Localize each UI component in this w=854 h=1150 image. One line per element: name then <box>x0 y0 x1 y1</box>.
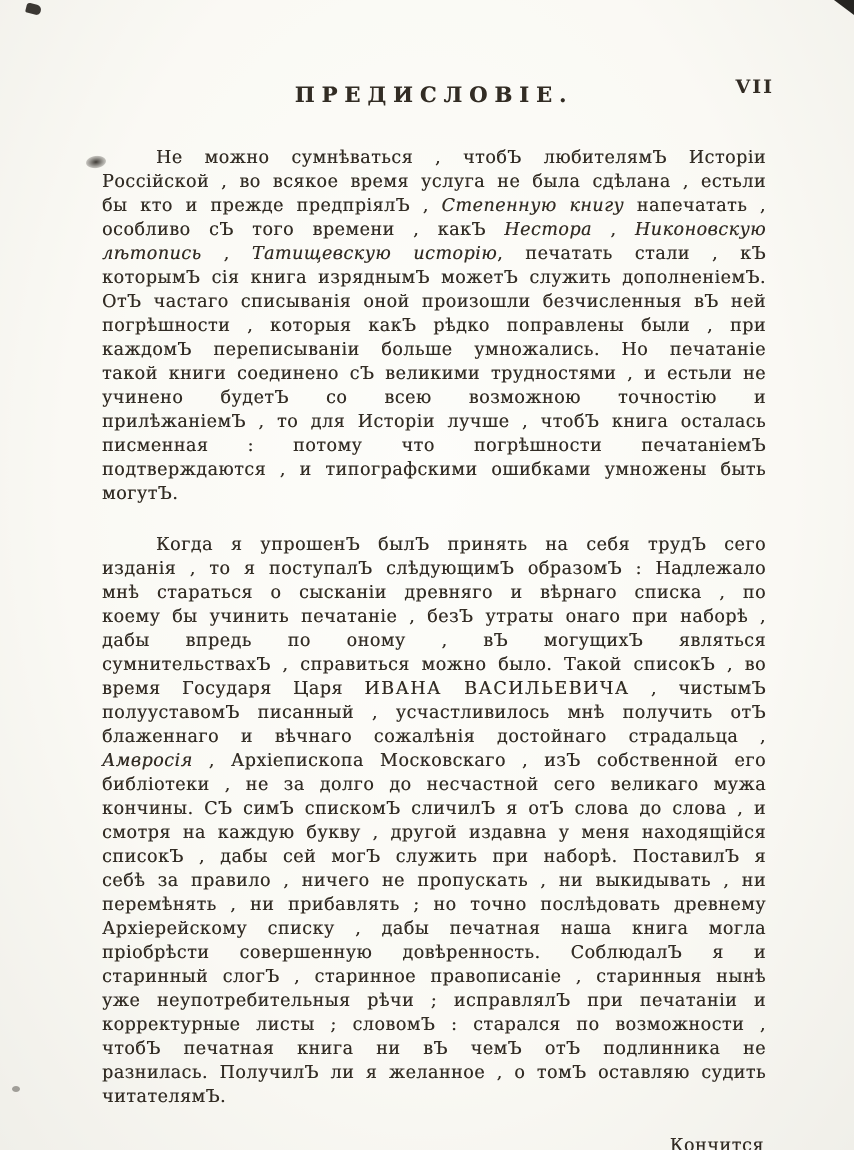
page-title: ПРЕДИСЛОВІЕ. <box>294 82 574 107</box>
text-run: , <box>591 220 635 240</box>
text-run: , чистымЪ полууставомЪ писанный , усчастливилось мнѣ получить отЪ блаженнаго и вѣчнаго сожалѣнія достойнаго страдальца , <box>102 679 766 747</box>
text-run: Никоновскую лѣтопись <box>102 220 766 264</box>
text-run: Татищевскую исторію <box>251 244 498 264</box>
catchword: Кончится <box>669 1136 764 1150</box>
preface-body <box>102 146 766 1109</box>
page-header <box>102 76 774 112</box>
text-run: Амвросія <box>102 751 193 771</box>
text-run: напечатать , особливо сЪ того времени , какЪ <box>102 196 766 240</box>
text-run: , Архіепископа Московскаго , изЪ собственной его библіотеки , не за долго до несчастной сего великаго мужа кончины. СЪ симЪ спискомЪ сличилЪ я отЪ слова до слова , и смотря на каждую букву , другой издавна у меня находящійся списокЪ , дабы сей могЪ служить при наборѣ. ПоставилЪ я себѣ за правило , ничего не пропускать , ни выкидывать , ни перемѣнять , ни прибавлять ; но точно послѣдовать древнему Архіерейскому списку , дабы печатная наша книга могла пріобрѣсти совершенную довѣренность. СоблюдалЪ я и старинный слогЪ , старинное правописаніе , старинныя нынѣ уже неупотребительныя рѣчи ; исправлялЪ при печатаніи и корректурные листы ; словомЪ : старался по возможности , чтобЪ печатная книга ни вЪ чемЪ отЪ подлинника не разнилась. ПолучилЪ ли я желанное , о томЪ оставляю судить читателямЪ. <box>102 751 766 1107</box>
scan-artifact-top-left <box>25 2 42 15</box>
text-run: Не можно сумнѣваться , чтобЪ любителямЪ Исторіи Россійской , во всякое время услуга не была сдѣлана , естьли бы кто и прежде предпріялЪ , <box>102 148 766 216</box>
scan-artifact-bottom-left <box>12 1086 20 1092</box>
text-run: ИВАНА ВАСИЛЬЕВИЧА <box>364 679 630 699</box>
text-run: , печатать стали , кЪ которымЪ сія книга изряднымЪ можетЪ служить дополненіемЪ. ОтЪ частаго списыванія оной произошли безчисленныя вЪ ней погрѣшности , которыя какЪ рѣдко поправлены были , при каждомЪ переписываніи больше умножались. Но печатаніе такой книги соединено сЪ великими трудностями , и естьли не учинено будетЪ со всею возможною точностію и прилѣжаніемЪ , то для Исторіи лучше , чтобЪ книга осталась писменная : потому что погрѣшности печатаніемЪ подтверждаются , и типографскими ошибками умножены быть могутЪ. <box>102 244 766 504</box>
paragraph <box>102 146 766 506</box>
text-run: Когда я упрошенЪ былЪ принять на себя трудЪ сего изданія , то я поступалЪ слѣдующимЪ образомЪ : Надлежало мнѣ стараться о сысканіи древняго и вѣрнаго списка , по коему бы учинить печатаніе , безЪ утраты онаго при наборѣ , дабы впредь по оному , вЪ могущихЪ являться сумнительствахЪ , справиться можно было. Такой списокЪ , во время Государя Царя <box>102 535 766 699</box>
text-run: Степенную книгу <box>441 196 625 216</box>
text-run: Нестора <box>504 220 592 240</box>
scan-artifact-top-right-corner <box>834 0 854 15</box>
page-number: VII <box>735 76 774 98</box>
paragraph <box>102 533 766 1109</box>
text-run: , <box>201 244 252 264</box>
